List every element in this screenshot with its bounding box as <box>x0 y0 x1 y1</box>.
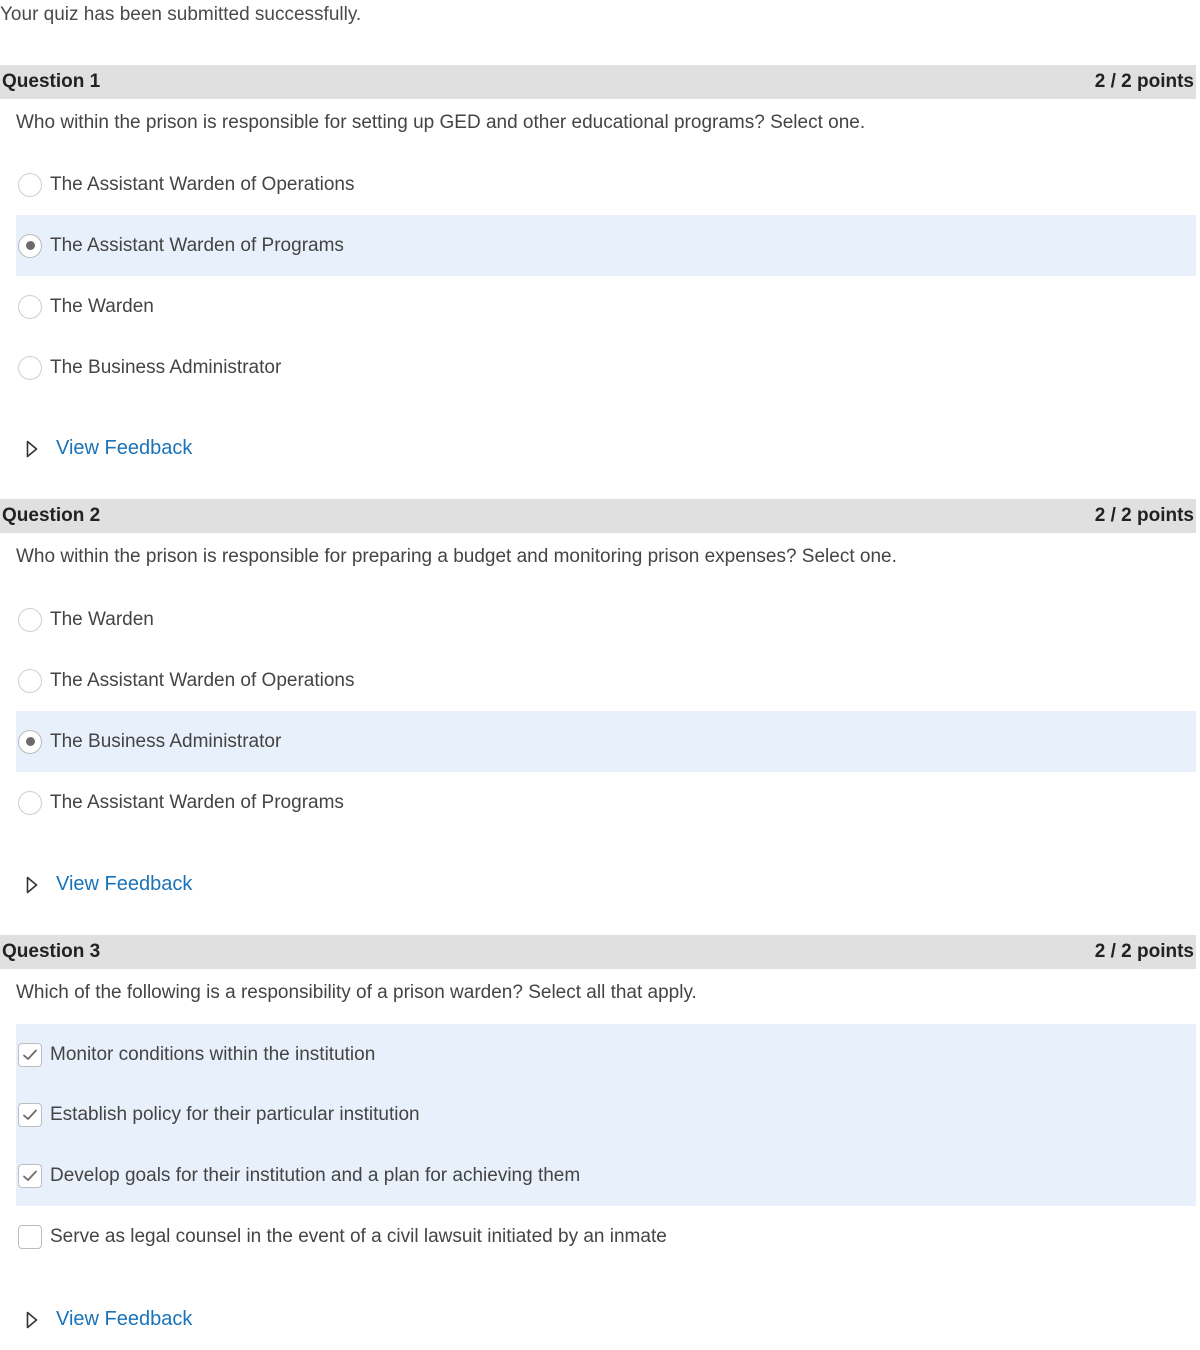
answer-option-label: The Assistant Warden of Programs <box>50 234 344 256</box>
checkmark-icon <box>22 1169 38 1183</box>
radio-button[interactable] <box>18 791 42 815</box>
checkbox[interactable] <box>18 1164 42 1188</box>
view-feedback-label: View Feedback <box>56 1308 193 1330</box>
expand-triangle-icon <box>26 440 38 458</box>
radio-button[interactable] <box>18 669 42 693</box>
view-feedback-link[interactable] <box>26 437 192 460</box>
question-text: Who within the prison is responsible for preparing a budget and monitoring prison expenses? Select one. <box>16 546 897 567</box>
answer-option-label: The Assistant Warden of Operations <box>50 669 355 691</box>
answer-option[interactable] <box>16 154 1196 215</box>
question-1 <box>0 65 1196 459</box>
question-points: 2 / 2 points <box>1094 505 1194 526</box>
checkbox[interactable] <box>18 1225 42 1249</box>
question-title: Question 1 <box>2 71 101 92</box>
answer-option-label: Develop goals for their institution and a plan for achieving them <box>50 1164 581 1186</box>
answer-option[interactable] <box>16 589 1196 650</box>
answer-option-label: The Business Administrator <box>50 730 282 752</box>
submission-status-message: Your quiz has been submitted successfully. <box>0 4 362 25</box>
radio-button[interactable] <box>18 173 42 197</box>
question-text: Who within the prison is responsible for setting up GED and other educational programs? Select one. <box>16 112 866 133</box>
expand-triangle-icon <box>26 1311 38 1329</box>
answer-option[interactable] <box>16 711 1196 772</box>
answer-option-label: Serve as legal counsel in the event of a civil lawsuit initiated by an inmate <box>50 1225 667 1247</box>
answer-option[interactable] <box>16 772 1196 833</box>
answer-option-label: Establish policy for their particular institution <box>50 1103 420 1125</box>
question-points: 2 / 2 points <box>1094 941 1194 962</box>
answer-option-label: The Warden <box>50 608 154 630</box>
radio-button[interactable] <box>18 608 42 632</box>
answer-option-label: Monitor conditions within the institution <box>50 1043 376 1065</box>
view-feedback-link[interactable] <box>26 873 192 896</box>
question-header <box>0 935 1196 969</box>
answer-option[interactable] <box>16 1084 1196 1145</box>
view-feedback-link[interactable] <box>26 1308 192 1331</box>
view-feedback-label: View Feedback <box>56 437 193 459</box>
checkbox[interactable] <box>18 1043 42 1067</box>
answer-option-label: The Business Administrator <box>50 356 282 378</box>
answer-option[interactable] <box>16 1145 1196 1206</box>
question-points: 2 / 2 points <box>1094 71 1194 92</box>
expand-triangle-icon <box>26 876 38 894</box>
checkmark-icon <box>22 1108 38 1122</box>
checkbox[interactable] <box>18 1103 42 1127</box>
radio-button[interactable] <box>18 234 42 258</box>
question-title: Question 2 <box>2 505 101 526</box>
answer-option[interactable] <box>16 276 1196 337</box>
answer-option[interactable] <box>16 215 1196 276</box>
question-header <box>0 499 1196 533</box>
answer-option[interactable] <box>16 337 1196 398</box>
question-3 <box>0 935 1196 1330</box>
radio-button[interactable] <box>18 730 42 754</box>
answer-option[interactable] <box>16 650 1196 711</box>
view-feedback-label: View Feedback <box>56 873 193 895</box>
question-text: Which of the following is a responsibility of a prison warden? Select all that apply. <box>16 982 697 1003</box>
question-2 <box>0 499 1196 895</box>
radio-button[interactable] <box>18 356 42 380</box>
answer-option[interactable] <box>16 1206 1196 1267</box>
question-header <box>0 65 1196 99</box>
radio-button[interactable] <box>18 295 42 319</box>
answer-option[interactable] <box>16 1024 1196 1085</box>
question-title: Question 3 <box>2 941 101 962</box>
answer-option-label: The Warden <box>50 295 154 317</box>
checkmark-icon <box>22 1048 38 1062</box>
answer-option-label: The Assistant Warden of Operations <box>50 173 355 195</box>
answer-option-label: The Assistant Warden of Programs <box>50 791 344 813</box>
